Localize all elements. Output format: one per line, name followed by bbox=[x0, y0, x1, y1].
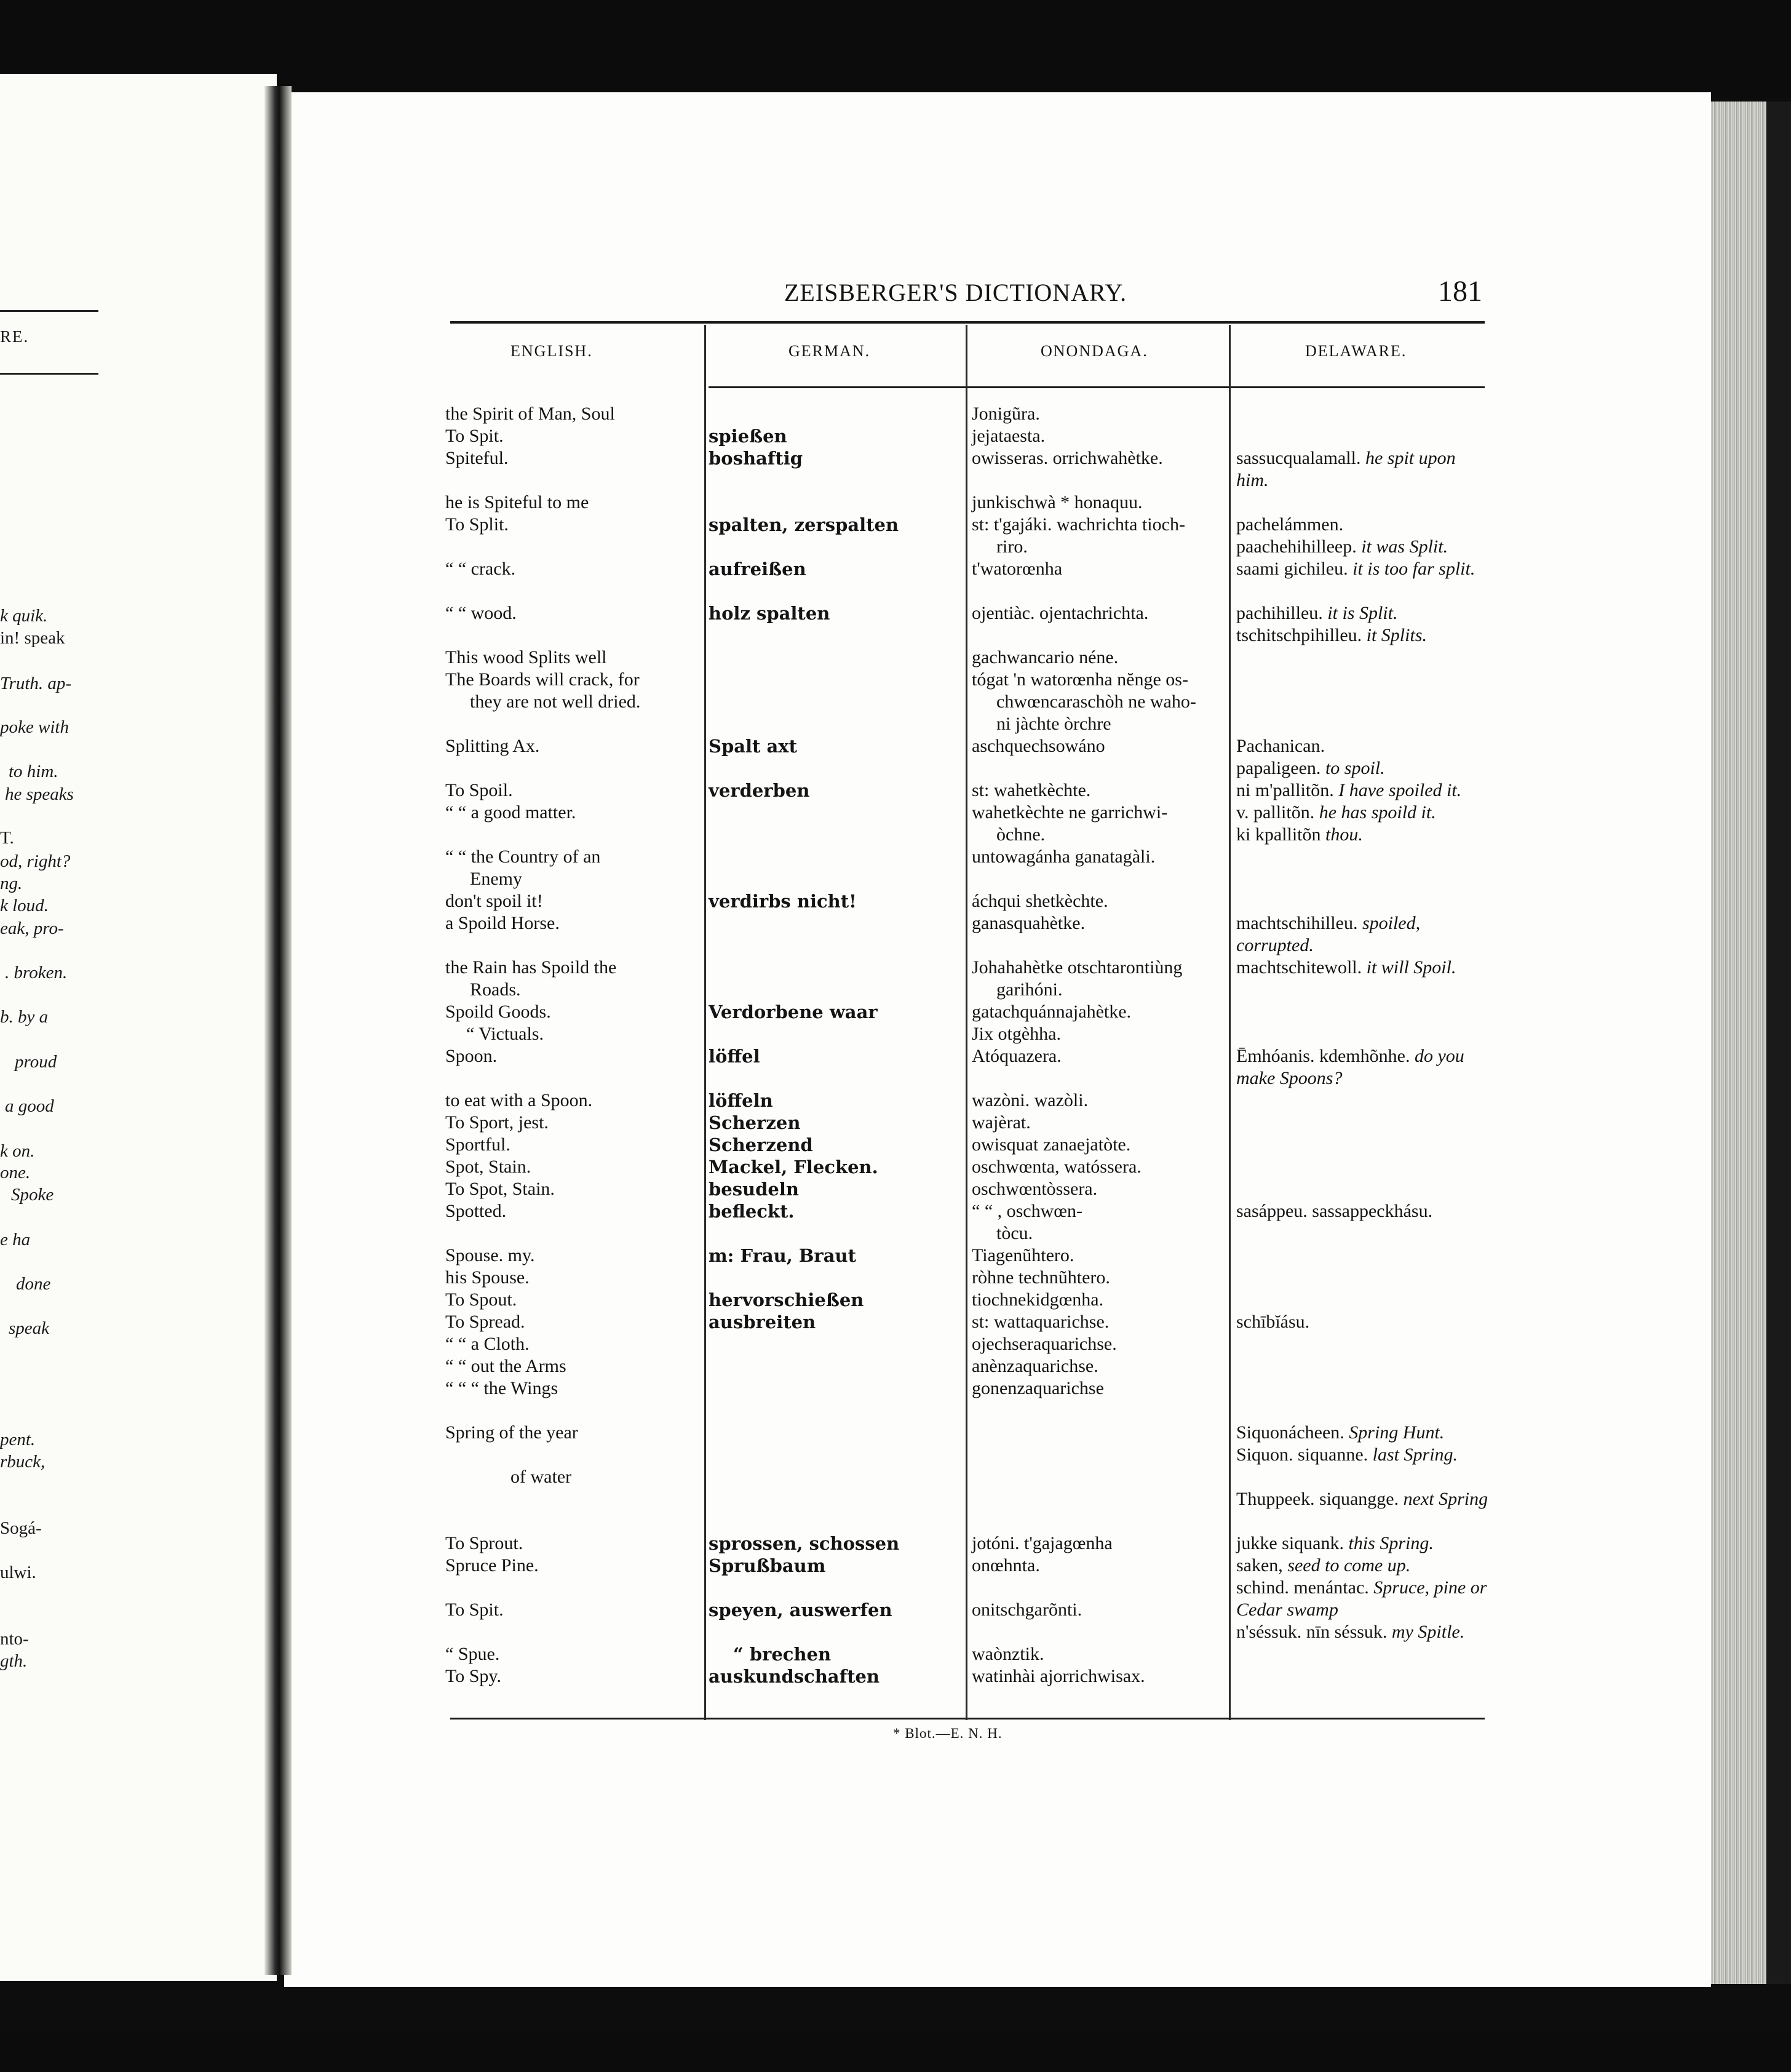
english-entry: To Spit. bbox=[445, 1600, 504, 1620]
delaware-word: Ēmhóanis. kdemhõnhe. bbox=[1236, 1046, 1410, 1066]
onondaga-entry: garihóni. bbox=[996, 979, 1063, 1000]
english-entry: Enemy bbox=[470, 869, 522, 889]
german-entry: löffel bbox=[709, 1046, 760, 1067]
english-entry: Splitting Ax. bbox=[445, 736, 540, 756]
left-page-line: eak, pro- bbox=[0, 918, 64, 938]
onondaga-entry: áchqui shetkèchte. bbox=[972, 891, 1108, 911]
english-entry: “ “ the Country of an bbox=[445, 847, 601, 867]
english-entry: To Spy. bbox=[445, 1666, 501, 1686]
delaware-word: ki kpallitõn bbox=[1236, 824, 1321, 845]
delaware-entry bbox=[1236, 602, 1488, 624]
german-entry: Spalt axt bbox=[709, 736, 797, 757]
delaware-word: ni m'pallitõn. bbox=[1236, 780, 1334, 800]
delaware-entry bbox=[1236, 1422, 1488, 1444]
delaware-word: machtschihilleu. bbox=[1236, 913, 1358, 933]
delaware-word: jukke siquank. bbox=[1236, 1533, 1344, 1553]
english-entry: his Spouse. bbox=[445, 1267, 530, 1288]
onondaga-entry: owisquat zanaejatòte. bbox=[972, 1134, 1131, 1155]
left-page-line: pent. bbox=[0, 1430, 36, 1449]
english-entry: To Spit. bbox=[445, 426, 504, 446]
onondaga-entry: jejataesta. bbox=[972, 426, 1046, 446]
left-page-line: b. by a bbox=[0, 1007, 49, 1027]
delaware-gloss: it will Spoil. bbox=[1366, 957, 1456, 978]
delaware-word: schind. menántac. bbox=[1236, 1577, 1369, 1598]
delaware-entry bbox=[1236, 824, 1488, 846]
delaware-word: Pachanican. bbox=[1236, 736, 1325, 756]
delaware-entry bbox=[1236, 514, 1488, 536]
delaware-entry bbox=[1236, 447, 1488, 492]
delaware-entry bbox=[1236, 957, 1488, 979]
left-page-line: he speaks bbox=[5, 784, 74, 804]
onondaga-entry: tòcu. bbox=[996, 1223, 1033, 1243]
delaware-word: pachelámmen. bbox=[1236, 514, 1344, 535]
delaware-entry bbox=[1236, 1311, 1488, 1333]
onondaga-entry: t'watorœnha bbox=[972, 559, 1063, 579]
left-page-line: a good bbox=[5, 1096, 54, 1116]
delaware-gloss: my Spitle. bbox=[1391, 1622, 1465, 1642]
onondaga-entry: st: wahetkèchte. bbox=[972, 780, 1091, 800]
delaware-entry bbox=[1236, 1444, 1488, 1466]
left-page-line: done bbox=[16, 1274, 51, 1294]
delaware-entry bbox=[1236, 779, 1488, 802]
delaware-word: paachehihilleep. bbox=[1236, 536, 1357, 557]
column-header-german: GERMAN. bbox=[788, 342, 871, 360]
delaware-word: machtschitewoll. bbox=[1236, 957, 1362, 978]
english-entry: he is Spiteful to me bbox=[445, 492, 589, 512]
german-entry: Sprußbaum bbox=[709, 1555, 826, 1576]
left-page-rule-bottom bbox=[0, 373, 98, 375]
english-entry: “ “ a good matter. bbox=[445, 802, 576, 823]
english-entry: To Split. bbox=[445, 514, 509, 535]
delaware-gloss: to spoil. bbox=[1325, 758, 1385, 778]
onondaga-entry: ni jàchte òrchre bbox=[996, 714, 1111, 734]
german-entry: aufreißen bbox=[709, 559, 806, 580]
delaware-gloss: I have spoiled it. bbox=[1338, 780, 1462, 800]
left-page-line: proud bbox=[15, 1052, 57, 1072]
english-entry: a Spoild Horse. bbox=[445, 913, 560, 933]
english-entry: “ Spue. bbox=[445, 1644, 500, 1664]
delaware-word: schībĭásu. bbox=[1236, 1312, 1310, 1332]
delaware-gloss: it is too far split. bbox=[1352, 559, 1475, 579]
onondaga-entry: Atóquazera. bbox=[972, 1046, 1062, 1066]
top-rule bbox=[450, 321, 1485, 324]
german-entry: auskundschaften bbox=[709, 1666, 880, 1687]
delaware-gloss: do you make Spoons? bbox=[1236, 1046, 1464, 1088]
english-entry: “ “ out the Arms bbox=[445, 1356, 566, 1376]
german-entry: Scherzen bbox=[709, 1112, 801, 1133]
left-page-line: poke with bbox=[0, 717, 69, 737]
left-page-line: Spoke bbox=[11, 1185, 54, 1205]
english-entry: “ “ “ the Wings bbox=[445, 1378, 558, 1398]
german-entry: Verdorbene waar bbox=[709, 1002, 878, 1022]
footnote: * Blot.—E. N. H. bbox=[893, 1726, 1003, 1741]
english-entry: Roads. bbox=[470, 979, 521, 1000]
german-entry: hervorschießen bbox=[709, 1289, 864, 1310]
delaware-gloss: Spring Hunt. bbox=[1349, 1422, 1445, 1443]
english-entry: Spring of the year bbox=[445, 1422, 578, 1443]
left-page-line: Truth. ap- bbox=[0, 674, 72, 693]
delaware-word: sasáppeu. sassappeckhásu. bbox=[1236, 1201, 1433, 1221]
english-entry: To Sport, jest. bbox=[445, 1112, 549, 1133]
delaware-gloss: it was Split. bbox=[1361, 536, 1448, 557]
german-entry: sprossen, schossen bbox=[709, 1533, 900, 1554]
onondaga-entry: Tiagenũhtero. bbox=[972, 1245, 1074, 1265]
delaware-entry bbox=[1236, 1532, 1488, 1555]
german-entry: löffeln bbox=[709, 1090, 773, 1111]
delaware-gloss: next Spring bbox=[1403, 1489, 1488, 1509]
delaware-entry bbox=[1236, 536, 1488, 558]
delaware-entry bbox=[1236, 558, 1488, 580]
english-entry: the Spirit of Man, Soul bbox=[445, 404, 615, 424]
onondaga-entry: gonenzaquarichse bbox=[972, 1378, 1104, 1398]
onondaga-entry: aschquechsowáno bbox=[972, 736, 1105, 756]
delaware-entry bbox=[1236, 802, 1488, 824]
delaware-entry bbox=[1236, 1555, 1488, 1577]
left-page-line: k loud. bbox=[0, 896, 49, 915]
english-entry: Sportful. bbox=[445, 1134, 510, 1155]
german-entry: spießen bbox=[709, 426, 787, 447]
english-entry: Spouse. my. bbox=[445, 1245, 535, 1265]
onondaga-entry: Jonigũra. bbox=[972, 404, 1040, 424]
delaware-word: papaligeen. bbox=[1236, 758, 1321, 778]
delaware-gloss: last Spring. bbox=[1372, 1444, 1458, 1465]
delaware-gloss: spoiled, corrupted. bbox=[1236, 913, 1421, 955]
delaware-gloss: Spruce, pine or Cedar swamp bbox=[1236, 1577, 1487, 1620]
page-edges bbox=[1711, 102, 1766, 1984]
column-header-onondaga: ONONDAGA. bbox=[1041, 342, 1148, 360]
english-entry: the Rain has Spoild the bbox=[445, 957, 617, 978]
onondaga-entry: gatachquánnajahètke. bbox=[972, 1002, 1132, 1022]
delaware-word: Thuppeek. siquangge. bbox=[1236, 1489, 1399, 1509]
onondaga-entry: Jix otgèhha. bbox=[972, 1024, 1061, 1044]
delaware-gloss: thou. bbox=[1325, 824, 1363, 845]
onondaga-entry: ojentiàc. ojentachrichta. bbox=[972, 603, 1149, 623]
german-entry: spalten, zerspalten bbox=[709, 514, 899, 535]
german-entry: verdirbs nicht! bbox=[709, 891, 857, 912]
delaware-entry bbox=[1236, 912, 1488, 957]
delaware-word: n'séssuk. nīn séssuk. bbox=[1236, 1622, 1388, 1642]
german-entry: besudeln bbox=[709, 1179, 799, 1200]
onondaga-entry: onitschgarõnti. bbox=[972, 1600, 1082, 1620]
onondaga-entry: ojechseraquarichse. bbox=[972, 1334, 1117, 1354]
delaware-gloss: it is Split. bbox=[1327, 603, 1398, 623]
german-entry: Scherzend bbox=[709, 1134, 813, 1155]
delaware-word: tschitschpihilleu. bbox=[1236, 625, 1362, 645]
left-page-line: in! speak bbox=[0, 628, 65, 648]
english-entry: To Sprout. bbox=[445, 1533, 523, 1553]
left-page-line: gth. bbox=[0, 1651, 28, 1671]
german-entry: verderben bbox=[709, 780, 810, 801]
onondaga-entry: st: t'gajáki. wachrichta tioch- bbox=[972, 514, 1185, 535]
onondaga-entry: oschwœntòssera. bbox=[972, 1179, 1098, 1199]
german-entry: befleckt. bbox=[709, 1201, 795, 1222]
english-entry: To Spread. bbox=[445, 1312, 525, 1332]
column-header-english: ENGLISH. bbox=[510, 342, 593, 360]
delaware-entry bbox=[1236, 1577, 1488, 1621]
column-header-delaware: DELAWARE. bbox=[1305, 342, 1407, 360]
header-rule bbox=[709, 386, 1485, 388]
column-divider-2 bbox=[966, 325, 967, 1720]
english-entry: The Boards will crack, for bbox=[445, 669, 640, 690]
delaware-word: saami gichileu. bbox=[1236, 559, 1348, 579]
english-entry: To Spot, Stain. bbox=[445, 1179, 555, 1199]
onondaga-entry: junkischwà * honaquu. bbox=[972, 492, 1143, 512]
delaware-entry bbox=[1236, 757, 1488, 779]
german-entry: m: Frau, Braut bbox=[709, 1245, 856, 1266]
onondaga-entry: “ “ , oschwœn- bbox=[972, 1201, 1082, 1221]
onondaga-entry: riro. bbox=[996, 536, 1028, 557]
delaware-word: pachihilleu. bbox=[1236, 603, 1323, 623]
onondaga-entry: oschwœnta, watóssera. bbox=[972, 1157, 1142, 1177]
german-entry: Mackel, Flecken. bbox=[709, 1157, 878, 1177]
english-entry: Spiteful. bbox=[445, 448, 509, 468]
onondaga-entry: wazòni. wazòli. bbox=[972, 1090, 1089, 1110]
german-entry: “ brechen bbox=[733, 1644, 832, 1665]
german-entry: holz spalten bbox=[709, 603, 830, 624]
onondaga-entry: tiochnekidgœnha. bbox=[972, 1289, 1104, 1310]
german-entry: speyen, auswerfen bbox=[709, 1600, 892, 1620]
onondaga-entry: waònztik. bbox=[972, 1644, 1044, 1664]
english-entry: “ Victuals. bbox=[466, 1024, 544, 1044]
english-entry: Spotted. bbox=[445, 1201, 507, 1221]
delaware-gloss: seed to come up. bbox=[1287, 1555, 1411, 1576]
delaware-entry bbox=[1236, 1621, 1488, 1643]
delaware-word: Siquonácheen. bbox=[1236, 1422, 1344, 1443]
onondaga-entry: tógat 'n watorœnha nĕnge os- bbox=[972, 669, 1188, 690]
left-page-line: k on. bbox=[0, 1141, 35, 1161]
onondaga-entry: jotóni. t'gajagœnha bbox=[972, 1533, 1113, 1553]
onondaga-entry: chwœncaraschòh ne waho- bbox=[996, 691, 1196, 712]
onondaga-entry: owisseras. orrichwahètke. bbox=[972, 448, 1163, 468]
english-entry: Spot, Stain. bbox=[445, 1157, 531, 1177]
page-edges-shadow bbox=[1766, 102, 1791, 1984]
german-entry: ausbreiten bbox=[709, 1312, 816, 1333]
delaware-word: Siquon. siquanne. bbox=[1236, 1444, 1368, 1465]
onondaga-entry: Johahahètke otschtarontiùng bbox=[972, 957, 1183, 978]
left-page-line: od, right? bbox=[0, 851, 71, 871]
delaware-gloss: it Splits. bbox=[1366, 625, 1427, 645]
left-page-line: Sogá- bbox=[0, 1518, 42, 1538]
left-page-line: ng. bbox=[0, 874, 23, 893]
english-entry: of water bbox=[510, 1467, 572, 1487]
onondaga-entry: watinhài ajorrichwisax. bbox=[972, 1666, 1145, 1686]
left-page-line: nto- bbox=[0, 1629, 29, 1649]
left-page-line: speak bbox=[9, 1318, 50, 1338]
onondaga-entry: wajèrat. bbox=[972, 1112, 1031, 1133]
english-entry: “ “ crack. bbox=[445, 559, 516, 579]
english-entry: to eat with a Spoon. bbox=[445, 1090, 593, 1110]
column-divider-3 bbox=[1229, 325, 1231, 1720]
english-entry: they are not well dried. bbox=[470, 691, 641, 712]
english-entry: Spruce Pine. bbox=[445, 1555, 539, 1576]
delaware-entry bbox=[1236, 1200, 1488, 1222]
left-page-line: . broken. bbox=[5, 963, 68, 982]
column-divider-1 bbox=[704, 325, 706, 1720]
onondaga-entry: onœhnta. bbox=[972, 1555, 1040, 1576]
left-page-line: T. bbox=[0, 828, 14, 848]
english-entry: To Spoil. bbox=[445, 780, 513, 800]
delaware-entry bbox=[1236, 1488, 1488, 1510]
english-entry: “ “ a Cloth. bbox=[445, 1334, 530, 1354]
delaware-gloss: he has spoild it. bbox=[1319, 802, 1436, 823]
left-page-header-fragment: RE. bbox=[0, 327, 30, 346]
onondaga-entry: ganasquahètke. bbox=[972, 913, 1086, 933]
german-entry: boshaftig bbox=[709, 448, 803, 469]
left-page-line: rbuck, bbox=[0, 1452, 46, 1472]
page-number: 181 bbox=[1438, 275, 1482, 308]
delaware-gloss: this Spring. bbox=[1348, 1533, 1434, 1553]
delaware-word: saken, bbox=[1236, 1555, 1283, 1576]
delaware-word: sassucqualamall. bbox=[1236, 448, 1361, 468]
english-entry: don't spoil it! bbox=[445, 891, 543, 911]
left-page-line: e ha bbox=[0, 1230, 31, 1249]
scan-background-bottom bbox=[0, 2030, 1791, 2072]
english-entry: “ “ wood. bbox=[445, 603, 517, 623]
delaware-entry bbox=[1236, 1045, 1488, 1090]
english-entry: To Spout. bbox=[445, 1289, 517, 1310]
onondaga-entry: untowagánha ganatagàli. bbox=[972, 847, 1156, 867]
onondaga-entry: st: wattaquarichse. bbox=[972, 1312, 1110, 1332]
facing-page-left bbox=[0, 74, 277, 1981]
left-page-line: k quik. bbox=[0, 606, 48, 626]
onondaga-entry: wahetkèchte ne garrichwi- bbox=[972, 802, 1168, 823]
english-entry: Spoild Goods. bbox=[445, 1002, 551, 1022]
onondaga-entry: ròhne technũhtero. bbox=[972, 1267, 1110, 1288]
left-page-line: to him. bbox=[9, 762, 58, 781]
onondaga-entry: anènzaquarichse. bbox=[972, 1356, 1098, 1376]
english-entry: Spoon. bbox=[445, 1046, 498, 1066]
left-page-line: one. bbox=[0, 1163, 31, 1182]
delaware-word: v. pallitõn. bbox=[1236, 802, 1315, 823]
delaware-gloss: he spit upon him. bbox=[1236, 448, 1456, 490]
bottom-rule bbox=[450, 1718, 1485, 1719]
english-entry: This wood Splits well bbox=[445, 647, 607, 667]
left-page-rule-top bbox=[0, 310, 98, 312]
onondaga-entry: gachwancario néne. bbox=[972, 647, 1119, 667]
book-gutter bbox=[264, 86, 292, 1975]
running-title: ZEISBERGER'S DICTIONARY. bbox=[784, 279, 1127, 306]
onondaga-entry: òchne. bbox=[996, 824, 1046, 845]
delaware-entry bbox=[1236, 624, 1488, 647]
left-page-line: ulwi. bbox=[0, 1563, 36, 1582]
delaware-entry bbox=[1236, 735, 1488, 757]
